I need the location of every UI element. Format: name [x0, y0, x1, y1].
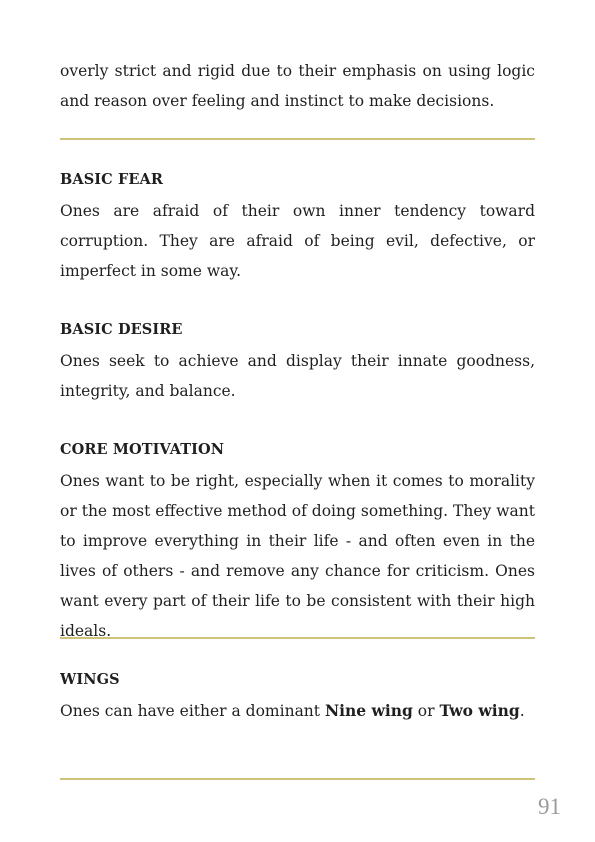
wings-heading: WINGS	[60, 671, 120, 688]
basic-fear-paragraph: Ones are afraid of their own inner tendency toward corruption. They are afraid of being evil, defective, or imperfect in some way.	[60, 202, 535, 280]
page-number: 91	[538, 794, 561, 819]
divider-rule	[60, 778, 535, 780]
wings-text-after: .	[519, 702, 525, 720]
basic-desire-paragraph: Ones seek to achieve and display their innate goodness, integrity, and balance.	[60, 352, 535, 400]
wings-text-before: Ones can have either a dominant	[60, 702, 325, 720]
basic-desire-heading: BASIC DESIRE	[60, 321, 183, 338]
core-motivation-heading: CORE MOTIVATION	[60, 441, 225, 458]
wings-paragraph	[60, 696, 535, 726]
divider-rule	[60, 138, 535, 140]
nine-wing-label: Nine wing	[324, 701, 413, 720]
core-motivation-paragraph: Ones want to be right, especially when it comes to morality or the most effective method of doing something. They want to improve everything in their life - and often even in the lives of others - and remove any chance for criticism. Ones want every part of their life to be consistent with their high ideals.	[60, 472, 535, 640]
divider-rule	[60, 637, 535, 639]
two-wing-label: Two wing	[439, 701, 520, 720]
basic-fear-heading: BASIC FEAR	[60, 171, 163, 188]
intro-paragraph: overly strict and rigid due to their emphasis on using logic and reason over feeling and instinct to make decisions.	[60, 62, 535, 110]
wings-or-text: or	[412, 702, 440, 720]
